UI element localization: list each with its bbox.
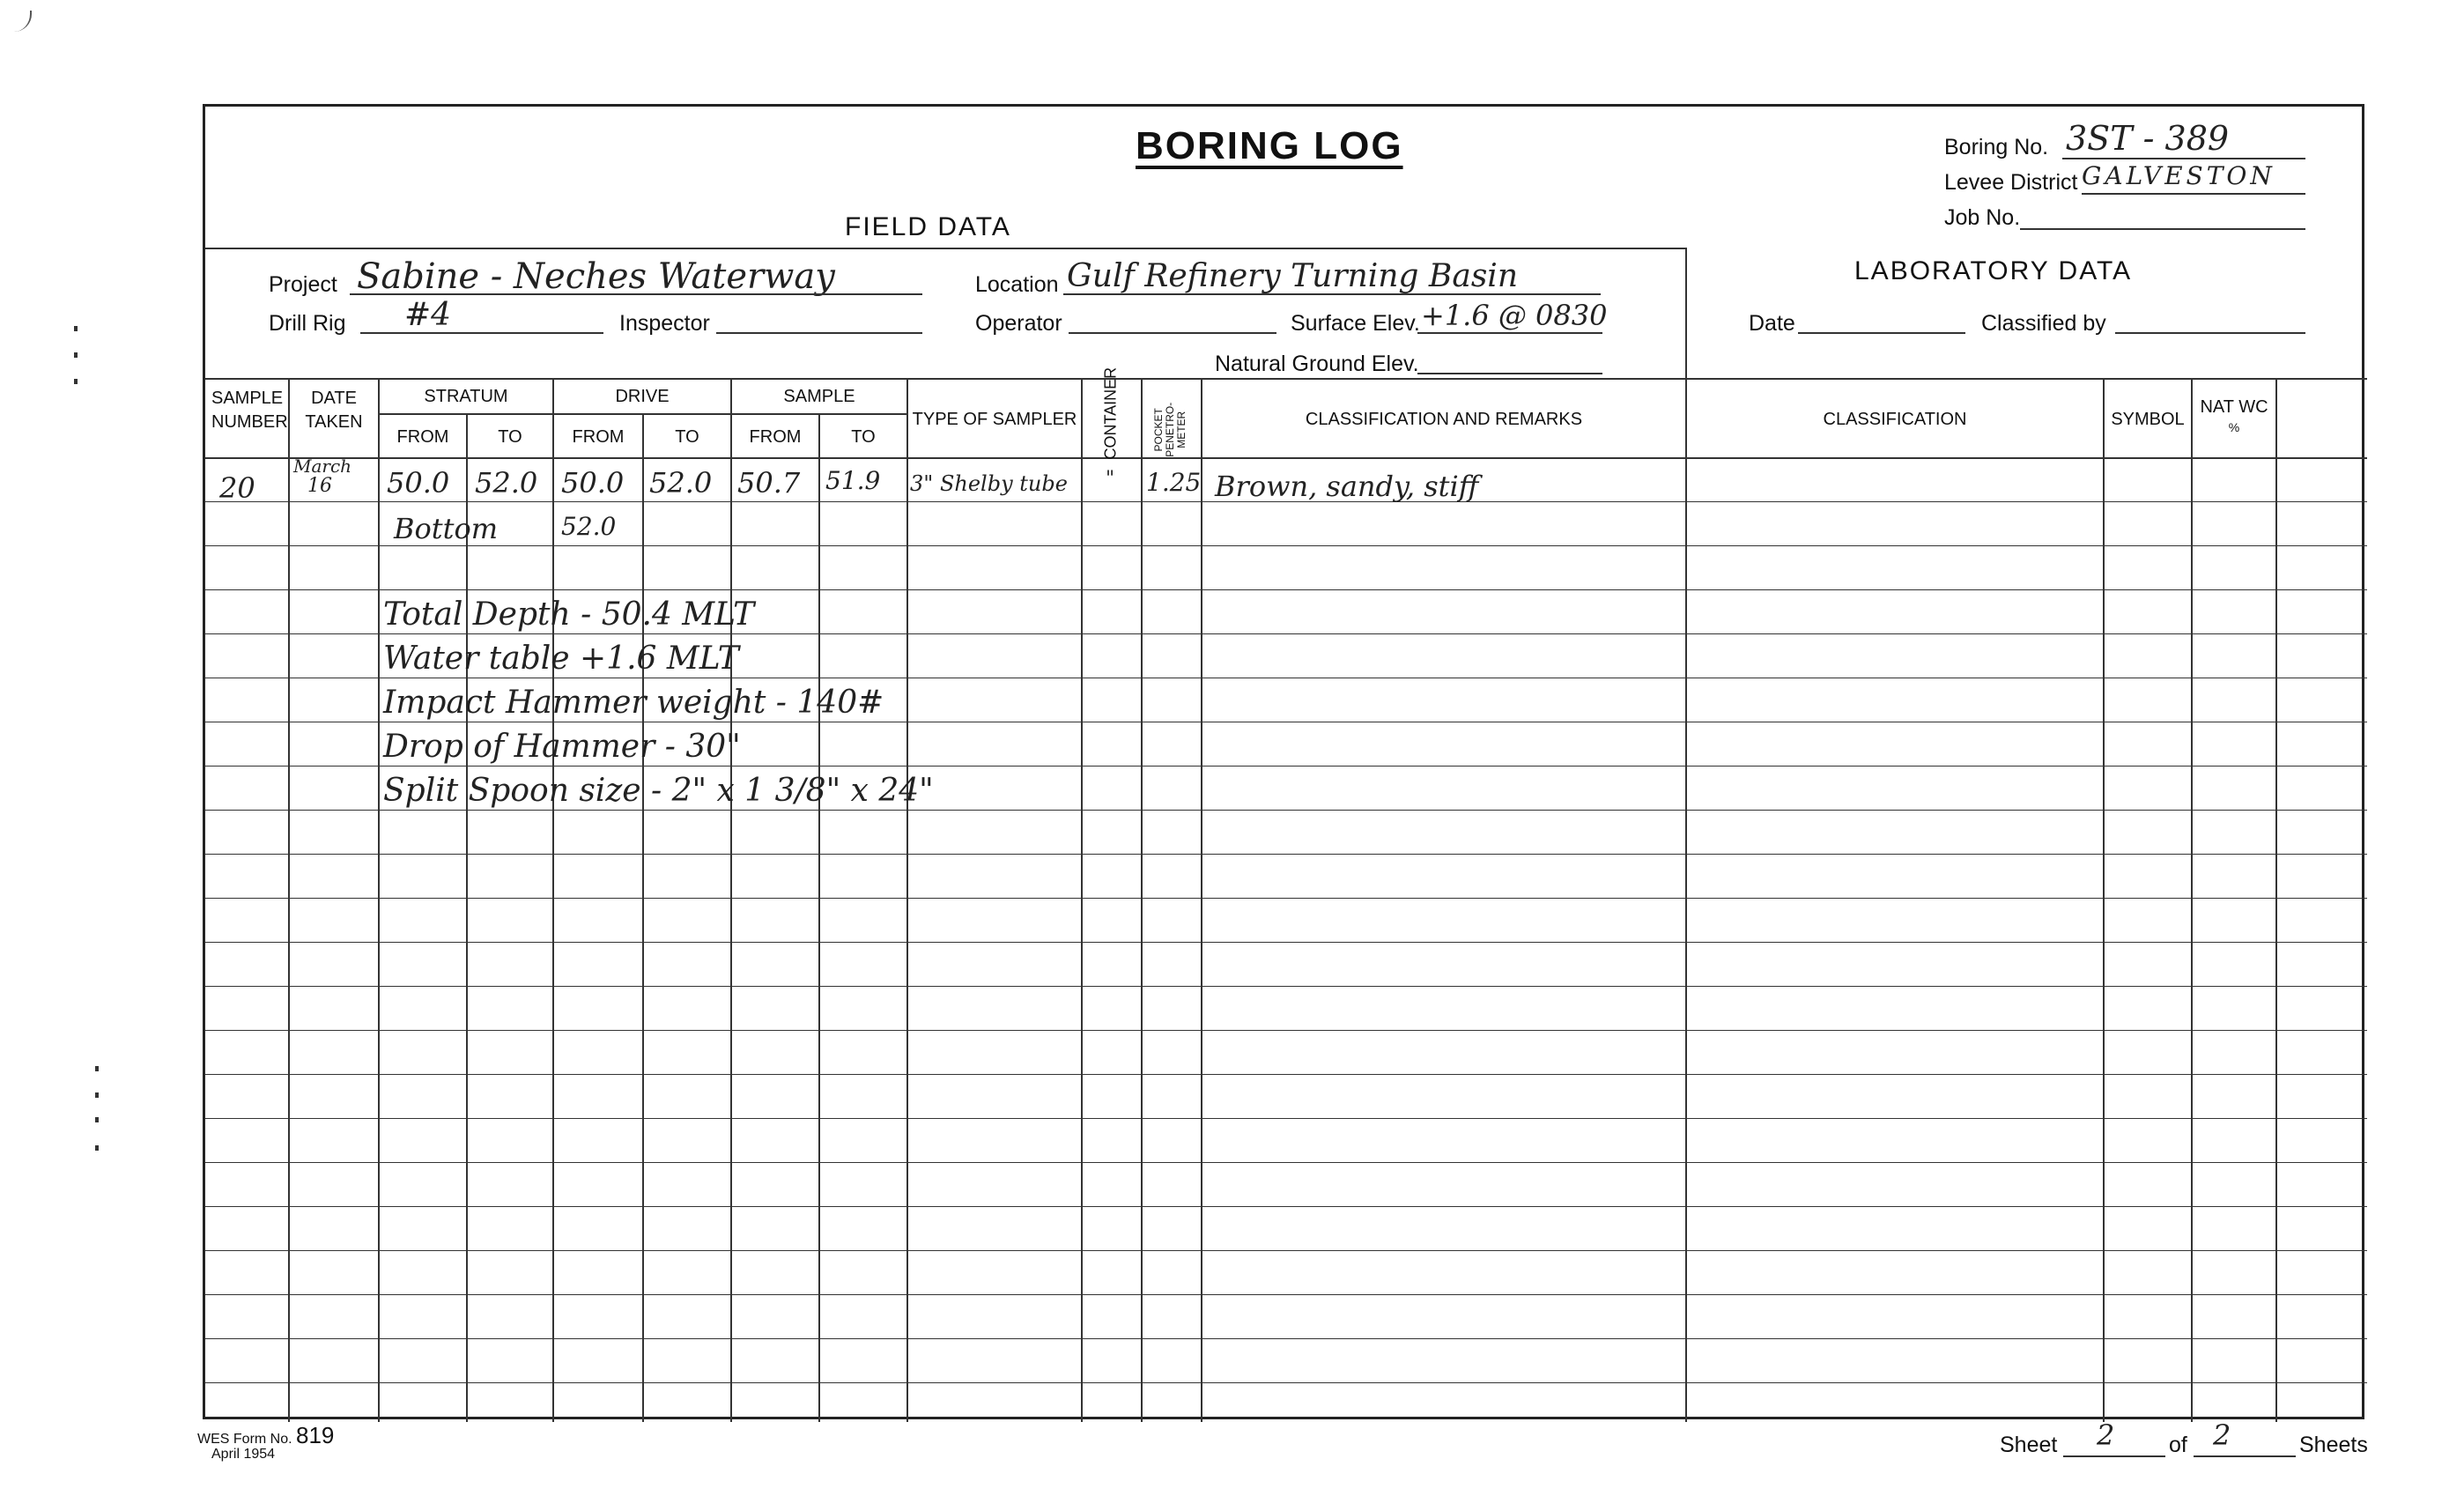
note-hammer-drop: Drop of Hammer - 30" [383,729,741,765]
field-box-top [205,248,1685,249]
col-divider [1081,378,1083,1422]
of-line [2194,1455,2296,1457]
table-top [205,378,2367,380]
row1-sample-number: 20 [219,471,255,505]
row1-drive-from: 50.0 [561,466,625,500]
col-divider [906,378,908,1422]
scan-dot [95,1117,99,1122]
boring-no-value: 3ST - 389 [2066,119,2230,158]
note-water-table: Water table +1.6 MLT [383,641,739,677]
scan-dot [74,379,78,384]
scan-dot [74,326,78,331]
table-row-line [205,1382,2367,1383]
levee-district-label: Levee District [1944,170,2078,195]
header-stratum-from: FROM [396,427,449,447]
table-row-line [205,854,2367,855]
table-row-line [205,633,2367,634]
table-row-line [205,1162,2367,1163]
natural-ground-label: Natural Ground Elev. [1215,352,1419,376]
inspector-label: Inspector [619,311,710,336]
scan-dot [95,1066,99,1071]
col-divider [288,378,290,1422]
col-divider [466,413,468,1422]
of-value: 2 [2213,1418,2231,1452]
form-number: WES Form No. 819 April 1954 [197,1422,335,1463]
row1-sample-from: 50.7 [737,466,801,500]
scan-mark [9,11,32,32]
of-label: of [2169,1433,2187,1457]
job-no-label: Job No. [1944,205,2021,230]
project-line [350,293,922,295]
table-row-line [205,898,2367,899]
inspector-line [716,332,922,334]
table-row-line [205,1294,2367,1295]
scan-dot [95,1092,99,1098]
row2-drive-from: 52.0 [561,512,617,541]
form-title: BORING LOG [1136,124,1403,167]
surface-elev-value: +1.6 @ 0830 [1421,299,1608,332]
table-row-line [205,942,2367,943]
col-divider [2275,378,2277,1422]
header-stratum-to: TO [498,427,522,447]
row1-date-day: 16 [307,475,332,497]
surface-elev-label: Surface Elev. [1291,311,1420,336]
header-classification-and-remarks: CLASSIFICATION AND REMARKS [1305,410,1583,429]
header-drive-to: TO [675,427,699,447]
header-sample: SAMPLE [783,387,855,406]
surface-elev-line [1417,332,1602,334]
table-row-line [205,1250,2367,1251]
col-divider [2191,378,2193,1422]
header-symbol: SYMBOL [2111,410,2185,429]
table-row-line [205,810,2367,811]
row1-container: " [1106,468,1115,490]
header-classification: CLASSIFICATION [1823,410,1967,429]
header-type-of-sampler: TYPE OF SAMPLER [912,410,1077,429]
sheet-line [2063,1455,2165,1457]
header-sample-to: TO [851,427,876,447]
boring-no-line [2062,158,2305,159]
laboratory-data-label: LABORATORY DATA [1854,256,2133,285]
drill-rig-line [360,332,603,334]
header-container: CONTAINER [1101,367,1120,460]
note-split-spoon: Split Spoon size - 2" x 1 3/8" x 24" [383,773,934,809]
project-label: Project [269,272,337,297]
header-sample-from: FROM [749,427,802,447]
col-divider [1201,378,1202,1422]
classified-by-line [2115,332,2305,334]
levee-district-value: GALVESTON [2082,161,2275,190]
header-nat-wc: NAT WC % [2200,397,2268,434]
row1-type-of-sampler: 3" Shelby tube [910,471,1068,496]
row1-remarks: Brown, sandy, stiff [1215,470,1479,503]
col-divider [378,378,380,1422]
col-divider [730,378,732,1422]
operator-label: Operator [975,311,1062,336]
header-stratum: STRATUM [424,387,508,406]
sheet-label: Sheet [2000,1433,2058,1457]
row1-pocket-penetrometer: 1.25 [1146,468,1202,497]
row1-stratum-to: 52.0 [475,466,538,500]
col-divider [818,413,820,1422]
scan-dot [95,1145,99,1151]
location-value: Gulf Refinery Turning Basin [1067,258,1518,294]
col-divider [1141,378,1143,1422]
job-no-line [2020,228,2305,230]
note-total-depth: Total Depth - 50.4 MLT [383,596,755,633]
col-divider [2103,378,2105,1422]
row1-stratum-from: 50.0 [387,466,450,500]
header-pocket-penetrometer: POCKET PENETRO-METER [1152,402,1188,457]
header-date-taken: DATE TAKEN [305,389,363,432]
note-hammer-weight: Impact Hammer weight - 140# [383,685,884,721]
boring-no-label: Boring No. [1944,135,2049,159]
table-row-line [205,1338,2367,1339]
drill-rig-value: #4 [404,297,452,333]
col-divider [642,413,644,1422]
lab-date-line [1798,332,1965,334]
location-label: Location [975,272,1059,297]
location-line [1063,293,1601,295]
header-drive-from: FROM [572,427,625,447]
sheet-value: 2 [2097,1418,2115,1452]
table-row-line [205,1118,2367,1119]
header-bottom [205,457,2367,459]
operator-line [1069,332,1276,334]
boring-log-form [203,104,2364,1419]
project-value: Sabine - Neches Waterway [357,256,835,297]
header-sample-number: SAMPLE NUMBER [211,389,288,432]
natural-ground-line [1417,373,1602,374]
levee-district-line [2082,193,2305,195]
table-row-line [205,986,2367,987]
classified-by-label: Classified by [1981,311,2106,336]
row1-sample-to: 51.9 [825,466,881,495]
col-divider [552,378,554,1422]
table-row-line [205,1206,2367,1207]
lab-date-label: Date [1749,311,1795,336]
table-row-line [205,589,2367,590]
row1-drive-to: 52.0 [649,466,713,500]
table-row-line [205,766,2367,767]
table-row-line [205,1074,2367,1075]
row1-date-month: March [293,455,352,477]
table-row-line [205,1030,2367,1031]
table-row-line [205,545,2367,546]
sheets-label: Sheets [2299,1433,2368,1457]
header-drive: DRIVE [615,387,670,406]
field-data-label: FIELD DATA [845,212,1011,241]
row2-stratum-from: Bottom [394,512,499,545]
scan-dot [74,352,78,358]
drill-rig-label: Drill Rig [269,311,346,336]
